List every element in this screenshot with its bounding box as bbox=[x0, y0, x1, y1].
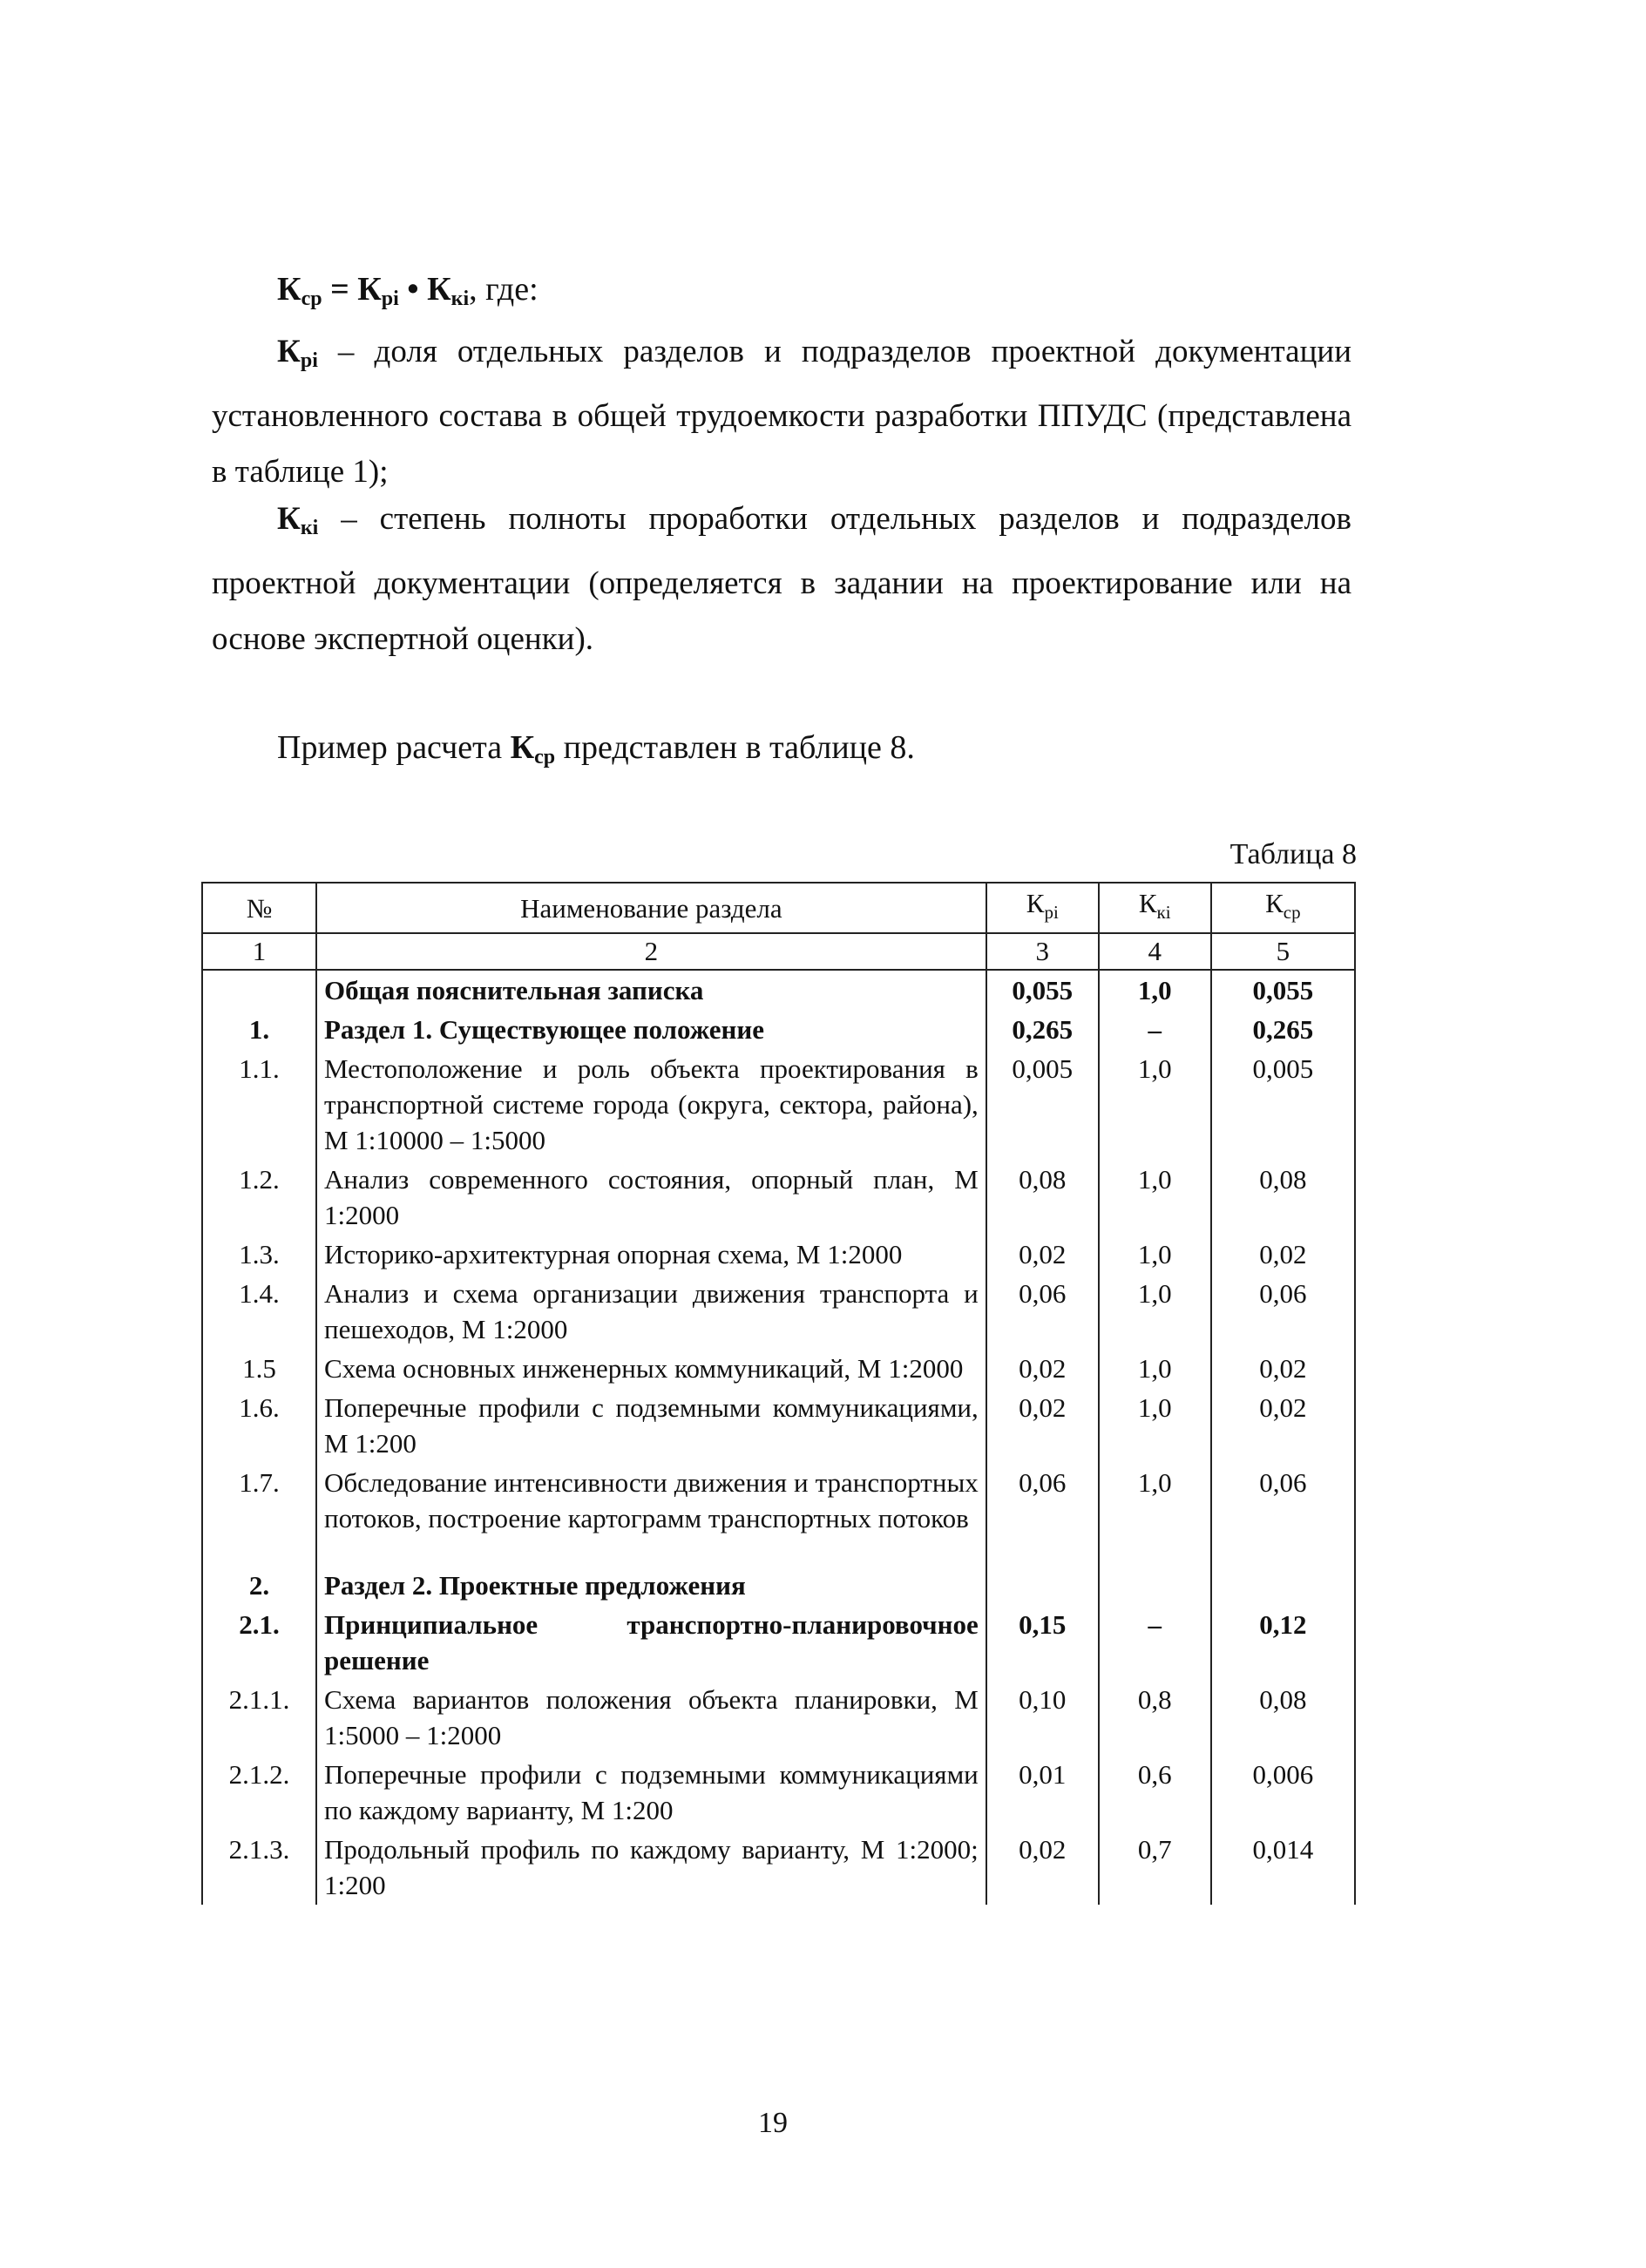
row-kpi: 0,15 bbox=[986, 1605, 1099, 1680]
row-kcp: 0,06 bbox=[1211, 1274, 1355, 1349]
definition-kki bbox=[212, 491, 1351, 667]
example-before: Пример расчета bbox=[277, 729, 511, 766]
row-kpi: 0,01 bbox=[986, 1755, 1099, 1830]
kpi-symbol: К bbox=[277, 334, 301, 369]
row-number: 2. bbox=[202, 1566, 316, 1605]
formula-a-sub: рi bbox=[381, 288, 399, 310]
colnum-4: 4 bbox=[1099, 933, 1211, 970]
row-name: Анализ современного состояния, опорный план, М 1:2000 bbox=[316, 1160, 986, 1235]
page-number: 19 bbox=[758, 2107, 788, 2139]
colnum-5: 5 bbox=[1211, 933, 1355, 970]
row-number: 1. bbox=[202, 1010, 316, 1049]
table-row bbox=[202, 1566, 1355, 1605]
header-kki: $К_{кi}$ bbox=[1099, 883, 1211, 933]
row-number bbox=[202, 970, 316, 1010]
table-header-row bbox=[202, 883, 1355, 933]
row-kcp: 0,02 bbox=[1211, 1388, 1355, 1463]
row-kpi: 0,02 bbox=[986, 1830, 1099, 1905]
formula-equals: = bbox=[322, 271, 358, 308]
table-8 bbox=[201, 882, 1356, 1905]
row-name: Схема вариантов положения объекта планировки, М 1:5000 – 1:2000 bbox=[316, 1680, 986, 1755]
row-kki: 0,8 bbox=[1099, 1680, 1211, 1755]
row-kki: 1,0 bbox=[1099, 970, 1211, 1010]
table-row bbox=[202, 1755, 1355, 1830]
table-row bbox=[202, 970, 1355, 1010]
kpi-symbol-sub: рi bbox=[300, 349, 318, 372]
row-kki: 0,6 bbox=[1099, 1755, 1211, 1830]
colnum-1: 1 bbox=[202, 933, 316, 970]
table-row bbox=[202, 1605, 1355, 1680]
table-row bbox=[202, 1160, 1355, 1235]
row-name: Схема основных инженерных коммуникаций, М 1:2000 bbox=[316, 1349, 986, 1388]
header-kpi: $К_{рi}$ bbox=[986, 883, 1099, 933]
row-kki: 1,0 bbox=[1099, 1160, 1211, 1235]
kki-text: – степень полноты проработки отдельных разделов и подразделов проектной документации (определяется в задании на проектирование или на основе экспертной оценки). bbox=[212, 501, 1351, 657]
table-row bbox=[202, 1274, 1355, 1349]
kki-symbol-sub: кi bbox=[300, 517, 319, 539]
row-kcp: 0,06 bbox=[1211, 1463, 1355, 1538]
formula-b-sub: кi bbox=[450, 288, 470, 310]
example-after: представлен в таблице 8. bbox=[555, 729, 915, 766]
row-kki: – bbox=[1099, 1010, 1211, 1049]
row-kcp: 0,265 bbox=[1211, 1010, 1355, 1049]
row-number: 1.7. bbox=[202, 1463, 316, 1538]
row-kcp: 0,005 bbox=[1211, 1049, 1355, 1160]
row-kki: 1,0 bbox=[1099, 1388, 1211, 1463]
table-row bbox=[202, 1388, 1355, 1463]
row-number: 1.6. bbox=[202, 1388, 316, 1463]
table-row bbox=[202, 1349, 1355, 1388]
row-name: Продольный профиль по каждому варианту, М 1:2000; 1:200 bbox=[316, 1830, 986, 1905]
formula-tail: , где: bbox=[469, 271, 539, 308]
row-number: 2.1.2. bbox=[202, 1755, 316, 1830]
kki-symbol: К bbox=[277, 501, 301, 537]
definition-kpi bbox=[212, 324, 1351, 500]
row-kpi: 0,055 bbox=[986, 970, 1099, 1010]
row-kki: 1,0 bbox=[1099, 1463, 1211, 1538]
formula-b: К bbox=[427, 271, 451, 308]
table-caption: Таблица 8 bbox=[1229, 838, 1357, 870]
table-row bbox=[202, 1049, 1355, 1160]
column-number-row bbox=[202, 933, 1355, 970]
row-number: 1.1. bbox=[202, 1049, 316, 1160]
row-name: Раздел 1. Существующее положение bbox=[316, 1010, 986, 1049]
row-number: 2.1.1. bbox=[202, 1680, 316, 1755]
row-kki: – bbox=[1099, 1605, 1211, 1680]
row-kki bbox=[1099, 1566, 1211, 1605]
row-name: Поперечные профили с подземными коммуникациями по каждому варианту, М 1:200 bbox=[316, 1755, 986, 1830]
row-kcp: 0,12 bbox=[1211, 1605, 1355, 1680]
row-kcp bbox=[1211, 1566, 1355, 1605]
row-name: Раздел 2. Проектные предложения bbox=[316, 1566, 986, 1605]
row-number: 1.5 bbox=[202, 1349, 316, 1388]
row-kki: 1,0 bbox=[1099, 1049, 1211, 1160]
row-kcp: 0,006 bbox=[1211, 1755, 1355, 1830]
example-symbol: К bbox=[510, 729, 535, 766]
row-name: Обследование интенсивности движения и транспортных потоков, построение картограмм транспортных потоков bbox=[316, 1463, 986, 1538]
header-num: № bbox=[202, 883, 316, 933]
row-kcp: 0,02 bbox=[1211, 1349, 1355, 1388]
row-kki: 1,0 bbox=[1099, 1274, 1211, 1349]
row-name: Историко-архитектурная опорная схема, М 1:2000 bbox=[316, 1235, 986, 1274]
row-kpi: 0,06 bbox=[986, 1274, 1099, 1349]
row-kpi: 0,02 bbox=[986, 1235, 1099, 1274]
row-kpi: 0,02 bbox=[986, 1388, 1099, 1463]
formula-lhs-sub: ср bbox=[301, 288, 322, 310]
kpi-text: – доля отдельных разделов и подразделов проектной документации установленного состава в общей трудоемкости разработки ППУДС (представлена в таблице 1); bbox=[212, 334, 1351, 490]
row-kcp: 0,08 bbox=[1211, 1680, 1355, 1755]
row-kki: 1,0 bbox=[1099, 1349, 1211, 1388]
row-kcp: 0,08 bbox=[1211, 1160, 1355, 1235]
header-name: Наименование раздела bbox=[316, 883, 986, 933]
row-kpi: 0,265 bbox=[986, 1010, 1099, 1049]
row-kpi: 0,005 bbox=[986, 1049, 1099, 1160]
row-kki: 0,7 bbox=[1099, 1830, 1211, 1905]
row-name: Поперечные профили с подземными коммуникациями, М 1:200 bbox=[316, 1388, 986, 1463]
table-row bbox=[202, 1830, 1355, 1905]
row-name: Общая пояснительная записка bbox=[316, 970, 986, 1010]
spacer-row bbox=[202, 1538, 1355, 1566]
row-kcp: 0,014 bbox=[1211, 1830, 1355, 1905]
row-kpi bbox=[986, 1566, 1099, 1605]
header-kcp: $К_{ср}$ bbox=[1211, 883, 1355, 933]
colnum-2: 2 bbox=[316, 933, 986, 970]
row-kcp: 0,02 bbox=[1211, 1235, 1355, 1274]
row-kpi: 0,02 bbox=[986, 1349, 1099, 1388]
row-kpi: 0,08 bbox=[986, 1160, 1099, 1235]
table-row bbox=[202, 1235, 1355, 1274]
colnum-3: 3 bbox=[986, 933, 1099, 970]
row-number: 1.3. bbox=[202, 1235, 316, 1274]
row-name: Анализ и схема организации движения транспорта и пешеходов, М 1:2000 bbox=[316, 1274, 986, 1349]
formula-dot: • bbox=[398, 271, 428, 308]
example-line bbox=[277, 728, 915, 769]
row-number: 1.2. bbox=[202, 1160, 316, 1235]
table-row bbox=[202, 1680, 1355, 1755]
formula-a: К bbox=[357, 271, 382, 308]
formula bbox=[277, 270, 539, 311]
row-kpi: 0,10 bbox=[986, 1680, 1099, 1755]
row-name: Принципиальное транспортно-планировочное решение bbox=[316, 1605, 986, 1680]
row-number: 1.4. bbox=[202, 1274, 316, 1349]
table-row bbox=[202, 1463, 1355, 1538]
formula-lhs: К bbox=[277, 271, 301, 308]
row-number: 2.1.3. bbox=[202, 1830, 316, 1905]
row-number: 2.1. bbox=[202, 1605, 316, 1680]
example-symbol-sub: ср bbox=[534, 746, 556, 768]
row-kcp: 0,055 bbox=[1211, 970, 1355, 1010]
row-kpi: 0,06 bbox=[986, 1463, 1099, 1538]
row-name: Местоположение и роль объекта проектирования в транспортной системе города (округа, сектора, района), М 1:10000 – 1:5000 bbox=[316, 1049, 986, 1160]
table-row bbox=[202, 1010, 1355, 1049]
row-kki: 1,0 bbox=[1099, 1235, 1211, 1274]
